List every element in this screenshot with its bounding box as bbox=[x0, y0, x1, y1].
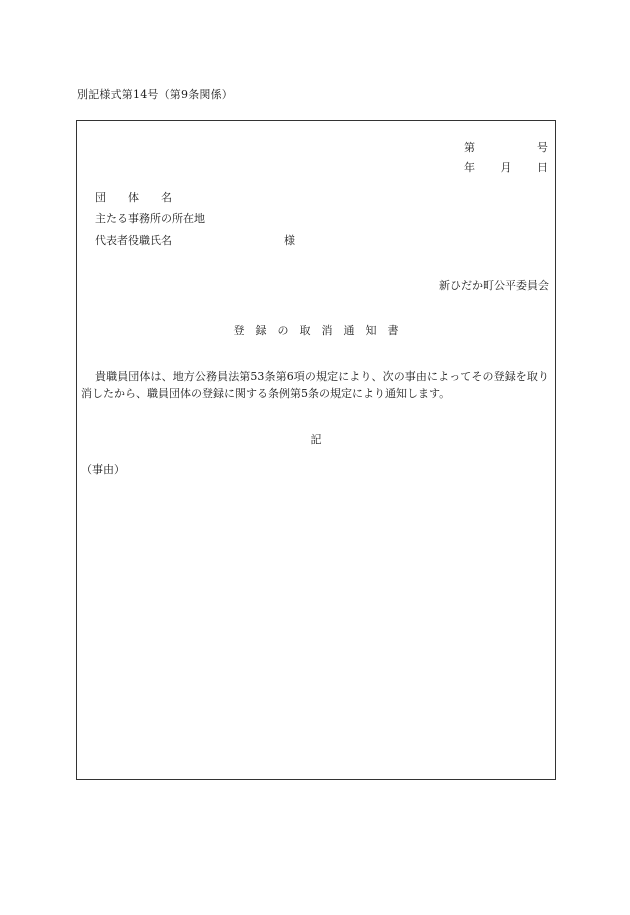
form-caption: 別記様式第14号（第9条関係） bbox=[77, 88, 233, 101]
number-suffix: 号 bbox=[537, 141, 548, 154]
document-title: 登録の取消通知書 bbox=[233, 324, 410, 337]
office-location-label: 主たる事務所の所在地 bbox=[95, 212, 205, 225]
document-number bbox=[464, 139, 548, 155]
ki-marker: 記 bbox=[310, 433, 322, 446]
date-year: 年 bbox=[464, 161, 475, 174]
representative-label: 代表者役職氏名 bbox=[95, 234, 172, 247]
notice-body: 貴職員団体は、地方公務員法第53条第6項の規定により、次の事由によってその登録を取り消したから、職員団体の登録に関する条例第5条の規定により通知します。 bbox=[81, 370, 549, 400]
org-name-label bbox=[95, 189, 172, 205]
org-name-char: 名 bbox=[161, 191, 172, 204]
org-name-char: 体 bbox=[128, 191, 139, 204]
issuer-name: 新ひだか町公平委員会 bbox=[439, 279, 549, 292]
notice-frame bbox=[76, 120, 556, 780]
number-prefix: 第 bbox=[464, 141, 475, 154]
date-month: 月 bbox=[500, 161, 512, 174]
honorific: 様 bbox=[284, 234, 295, 247]
org-name-char: 団 bbox=[95, 191, 106, 204]
date-day: 日 bbox=[537, 161, 548, 174]
document-date bbox=[464, 159, 548, 175]
reason-label: （事由） bbox=[81, 463, 125, 476]
